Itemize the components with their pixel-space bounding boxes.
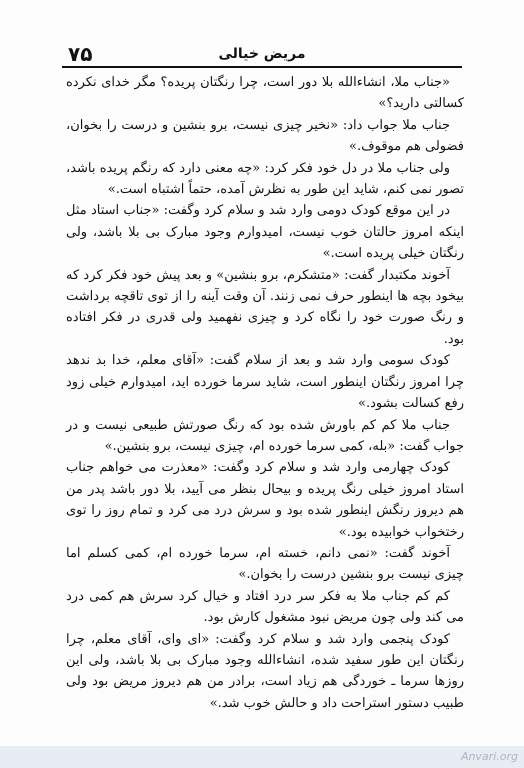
paragraph: کودک سومی وارد شد و بعد از سلام گفت: «آقای معلم، خدا بد ندهد چرا امروز رنگتان اینطور است، شاید سرما خورده اید، امیدوارم خیلی زود رفع کسالت بشود.»	[66, 353, 464, 412]
paragraph: کودک چهارمی وارد شد و سلام کرد وگفت: «معذرت می خواهم جناب استاد امروز خیلی رنگ پریده و بیحال بنظر می آیید، بلا دور باشد پدر من هم دیروز رنگش اینطور شده بود و سرش درد می کرد و تمام روز را توی رختخواب خوابیده بود.»	[66, 460, 464, 540]
paragraph: کودک پنجمی وارد شد و سلام کرد وگفت: «ای وای، آقای معلم، چرا رنگتان این طور سفید شده، انشاءالله وجود مبارک بی بلا باشد، ولی این روزها سرما ـ خوردگی هم زیاد است، برادر من هم دیروز مریض بود ولی طبیب دستور استراحت داد و حالش خوب شد.»	[66, 631, 464, 711]
paragraph: کم کم جناب ملا به فکر سر درد افتاد و خیال کرد سرش هم کمی درد می کند ولی چون مریض نبود مشغول کارش بود.	[66, 588, 464, 626]
paragraph: ولی جناب ملا در دل خود فکر کرد: «چه معنی دارد که رنگم پریده باشد، تصور نمی کنم، شاید این طور به نظرش آمده، حتماً اشتباه است.»	[66, 160, 464, 198]
footer-band	[0, 746, 524, 768]
page-header	[62, 42, 462, 66]
paragraph: جناب ملا کم کم باورش شده بود که رنگ صورتش طبیعی نیست و در جواب گفت: «بله، کمی سرما خورده ام، چیزی نیست، برو بنشین.»	[66, 417, 464, 454]
header-divider	[62, 66, 462, 68]
paragraph: «جناب ملا، انشاءالله بلا دور است، چرا رنگتان پریده؟ مگر خدای نکرده کسالتی دارید؟»	[66, 75, 464, 112]
body-text	[66, 72, 464, 714]
paragraph: در این موقع کودک دومی وارد شد و سلام کرد وگفت: «جناب استاد مثل اینکه امروز حالتان خوب نیست، امیدوارم وجود مبارک بی بلا باشد، ولی رنگتان خیلی پریده است.»	[66, 203, 464, 262]
paragraph: آخوند مکتبدار گفت: «متشکرم، برو بنشین» و بعد پیش خود فکر کرد که بیخود بچه ها اینطور حرف نمی زنند. آن وقت آینه را از توی تاقچه برداشت و رنگ صورت خود را نگاه کرد و چیزی نفهمید ولی قدری در فکر افتاده بود.	[66, 267, 464, 347]
page-number: ۷۵	[68, 42, 93, 66]
paragraph: آخوند گفت: «نمی دانم، خسته ام، سرما خورده ام، کمی کسلم اما چیزی نیست برو بنشین درست را بخوان.»	[66, 545, 464, 583]
running-title: مریض خیالی	[218, 46, 306, 62]
paragraph: جناب ملا جواب داد: «نخیر چیزی نیست، برو بنشین و درست را بخوان، فضولی هم موقوف.»	[66, 117, 464, 155]
watermark: Anvari.org	[460, 750, 518, 763]
